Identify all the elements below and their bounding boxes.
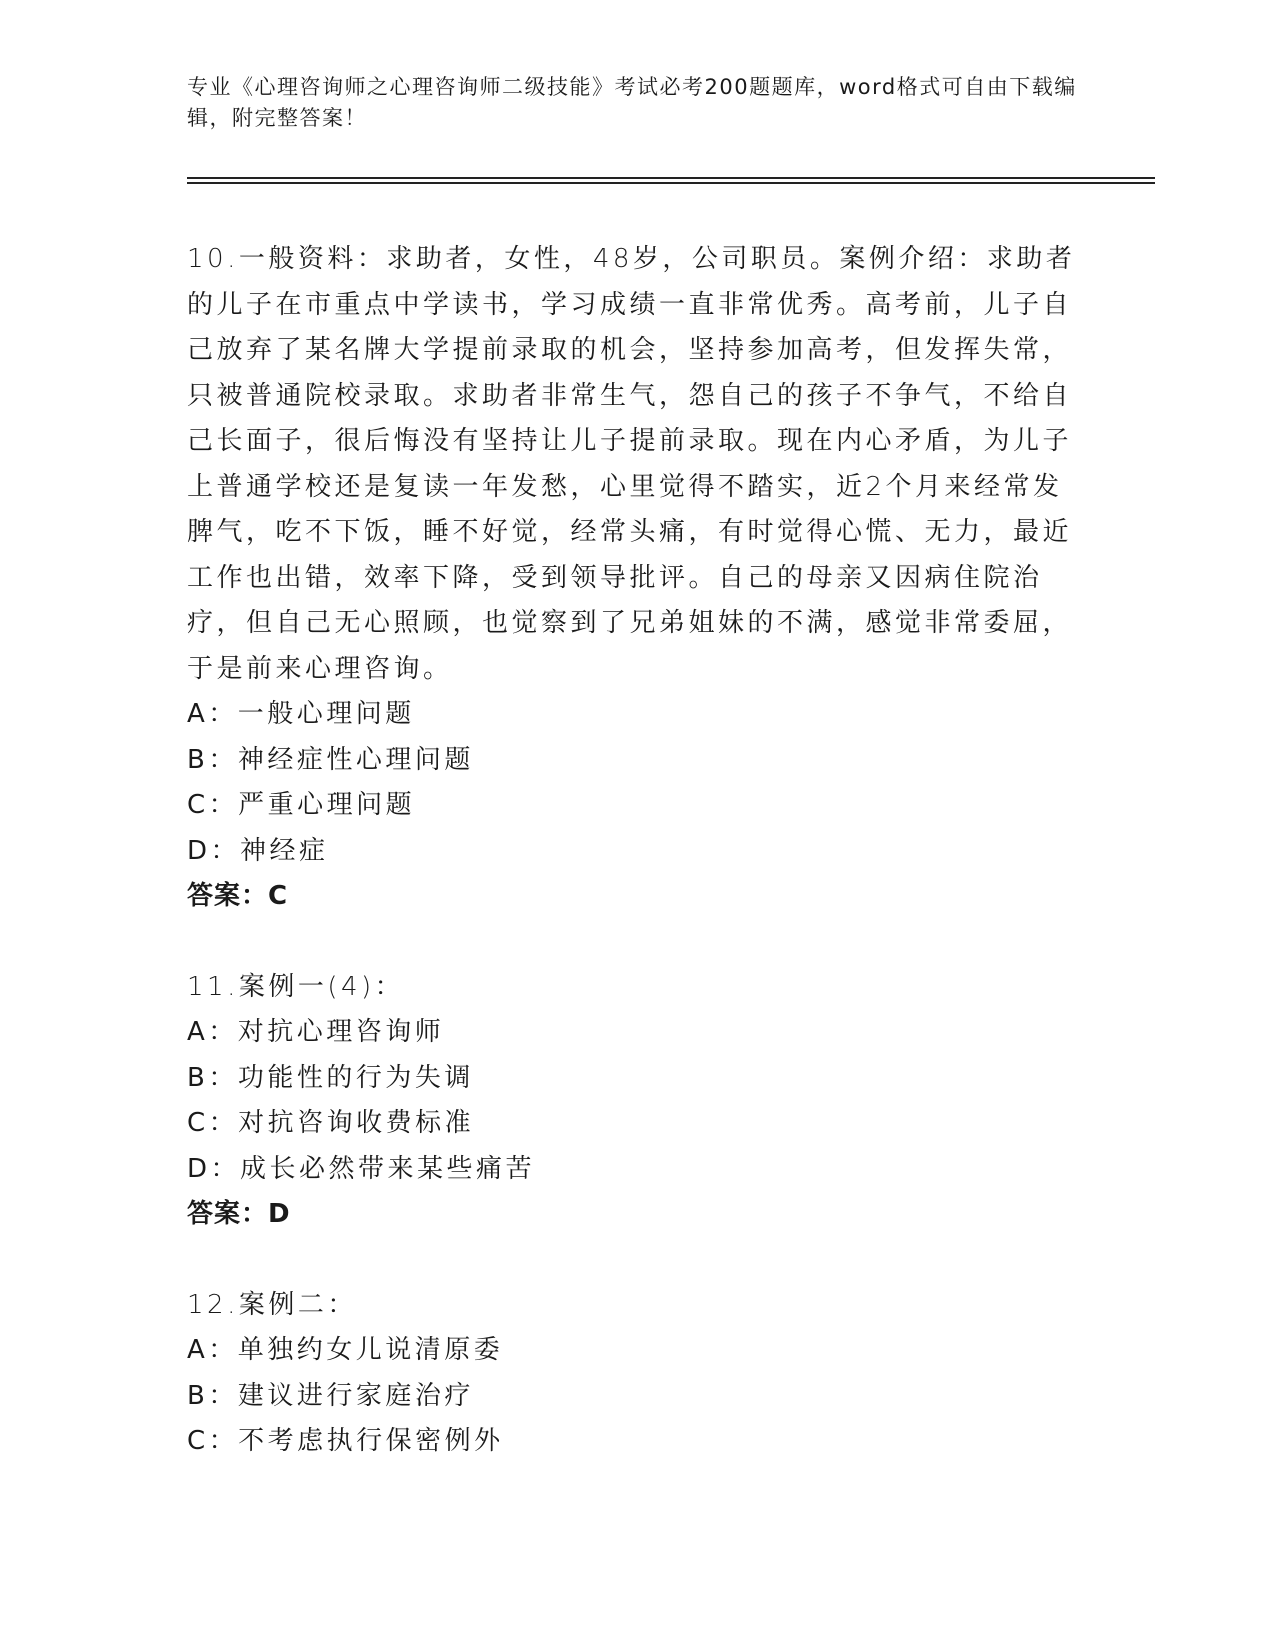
option-c: C：严重心理问题 bbox=[187, 790, 416, 820]
option-b: B：功能性的行为失调 bbox=[187, 1062, 474, 1093]
question-text: 10.一般资料：求助者，女性，48岁，公司职员。案例介绍：求助者的儿子在市重点中学读书，学习成绩一直非常优秀。高考前，儿子自己放弃了某名牌大学提前录取的机会，坚持参加高考，但发挥失常，只被普通院校录取。求助者非常生气，怨自己的孩子不争气，不给自己长面子，很后悔没有坚持让儿子提前录取。现在内心矛盾，为儿子上普通学校还是复读一年发愁，心里觉得不踏实，近2个月来经常发脾气，吃不下饭，睡不好觉，经常头痛，有时觉得心慌、无力，最近工作也出错，效率下降，受到领导批评。自己的母亲又因病住院治疗，但自己无心照顾，也觉察到了兄弟姐妹的不满，感觉非常委屈，于是前来心理咨询。 bbox=[187, 244, 1076, 684]
answer-line: 答案：C bbox=[187, 881, 289, 911]
option-b: B：神经症性心理问题 bbox=[187, 744, 474, 775]
question-item bbox=[187, 965, 1087, 1238]
option-a: A：一般心理问题 bbox=[187, 699, 415, 729]
option-d: D：成长必然带来某些痛苦 bbox=[187, 1153, 536, 1184]
option-d: D：神经症 bbox=[187, 835, 329, 866]
answer-line: 答案：D bbox=[187, 1199, 291, 1229]
question-text: 11.案例一(4)： bbox=[187, 971, 405, 1002]
option-c: C：对抗咨询收费标准 bbox=[187, 1108, 475, 1138]
header-divider-bottom bbox=[187, 182, 1155, 184]
header-divider-top bbox=[187, 177, 1155, 179]
option-b: B：建议进行家庭治疗 bbox=[187, 1380, 474, 1411]
question-spacer bbox=[187, 1238, 1087, 1283]
question-spacer bbox=[187, 920, 1087, 965]
option-a: A：对抗心理咨询师 bbox=[187, 1017, 445, 1047]
question-list bbox=[187, 237, 1087, 1465]
question-item bbox=[187, 1283, 1087, 1465]
document-header: 专业《心理咨询师之心理咨询师二级技能》考试必考200题题库，word格式可自由下载编辑，附完整答案！ bbox=[187, 75, 1077, 130]
question-item bbox=[187, 237, 1087, 920]
option-c: C：不考虑执行保密例外 bbox=[187, 1426, 504, 1456]
option-a: A：单独约女儿说清原委 bbox=[187, 1335, 504, 1365]
question-text: 12.案例二： bbox=[187, 1289, 357, 1320]
